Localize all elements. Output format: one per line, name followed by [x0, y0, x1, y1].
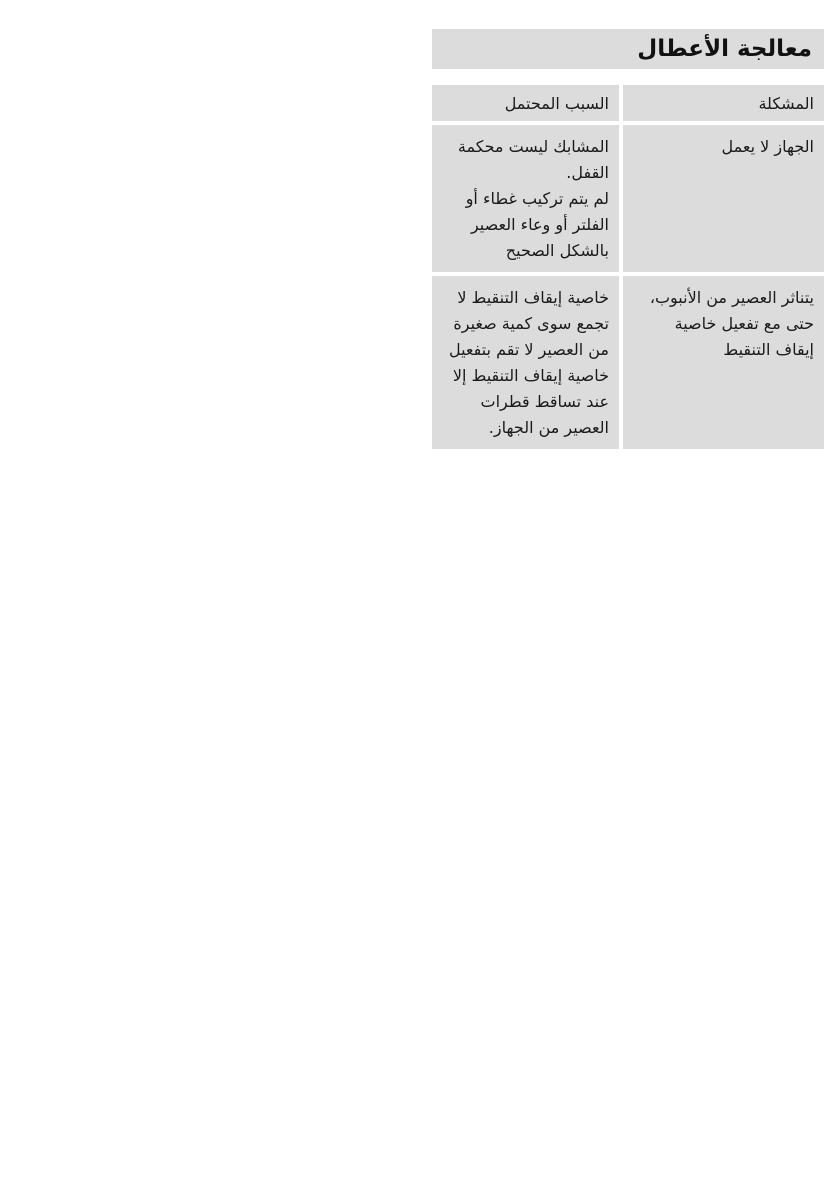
table-row	[432, 274, 824, 449]
problem-line: حتى مع تفعيل خاصية	[674, 314, 814, 333]
cause-cell	[432, 274, 621, 449]
cause-line: عند تساقط قطرات	[480, 392, 609, 411]
problem-cell	[621, 274, 824, 449]
header-problem: المشكلة	[621, 85, 824, 123]
problem-line: الجهاز لا يعمل	[721, 137, 814, 156]
problem-line: إيقاف التنقيط	[723, 340, 814, 359]
cause-line: العصير من الجهاز.	[488, 418, 609, 437]
cause-line: المشابك ليست محكمة	[457, 137, 609, 156]
header-cause: السبب المحتمل	[432, 85, 621, 123]
cause-cell	[432, 123, 621, 274]
table-header-row	[432, 85, 824, 123]
table-row	[432, 123, 824, 274]
section-title: معالجة الأعطال	[637, 36, 812, 62]
cause-line: الفلتر أو وعاء العصير	[470, 215, 609, 234]
problem-cell	[621, 123, 824, 274]
cause-line: تجمع سوى كمية صغيرة	[453, 314, 609, 333]
cause-line: من العصير لا تقم بتفعيل	[448, 340, 609, 359]
cause-line: بالشكل الصحيح	[505, 241, 609, 260]
problem-line: يتناثر العصير من الأنبوب،	[649, 288, 814, 307]
troubleshooting-table	[432, 85, 824, 449]
cause-line: خاصية إيقاف التنقيط إلا	[452, 366, 609, 385]
section-header	[432, 29, 824, 69]
cause-line: القفل.	[566, 163, 609, 182]
cause-line: خاصية إيقاف التنقيط لا	[457, 288, 609, 307]
cause-line: لم يتم تركيب غطاء أو	[465, 189, 609, 208]
